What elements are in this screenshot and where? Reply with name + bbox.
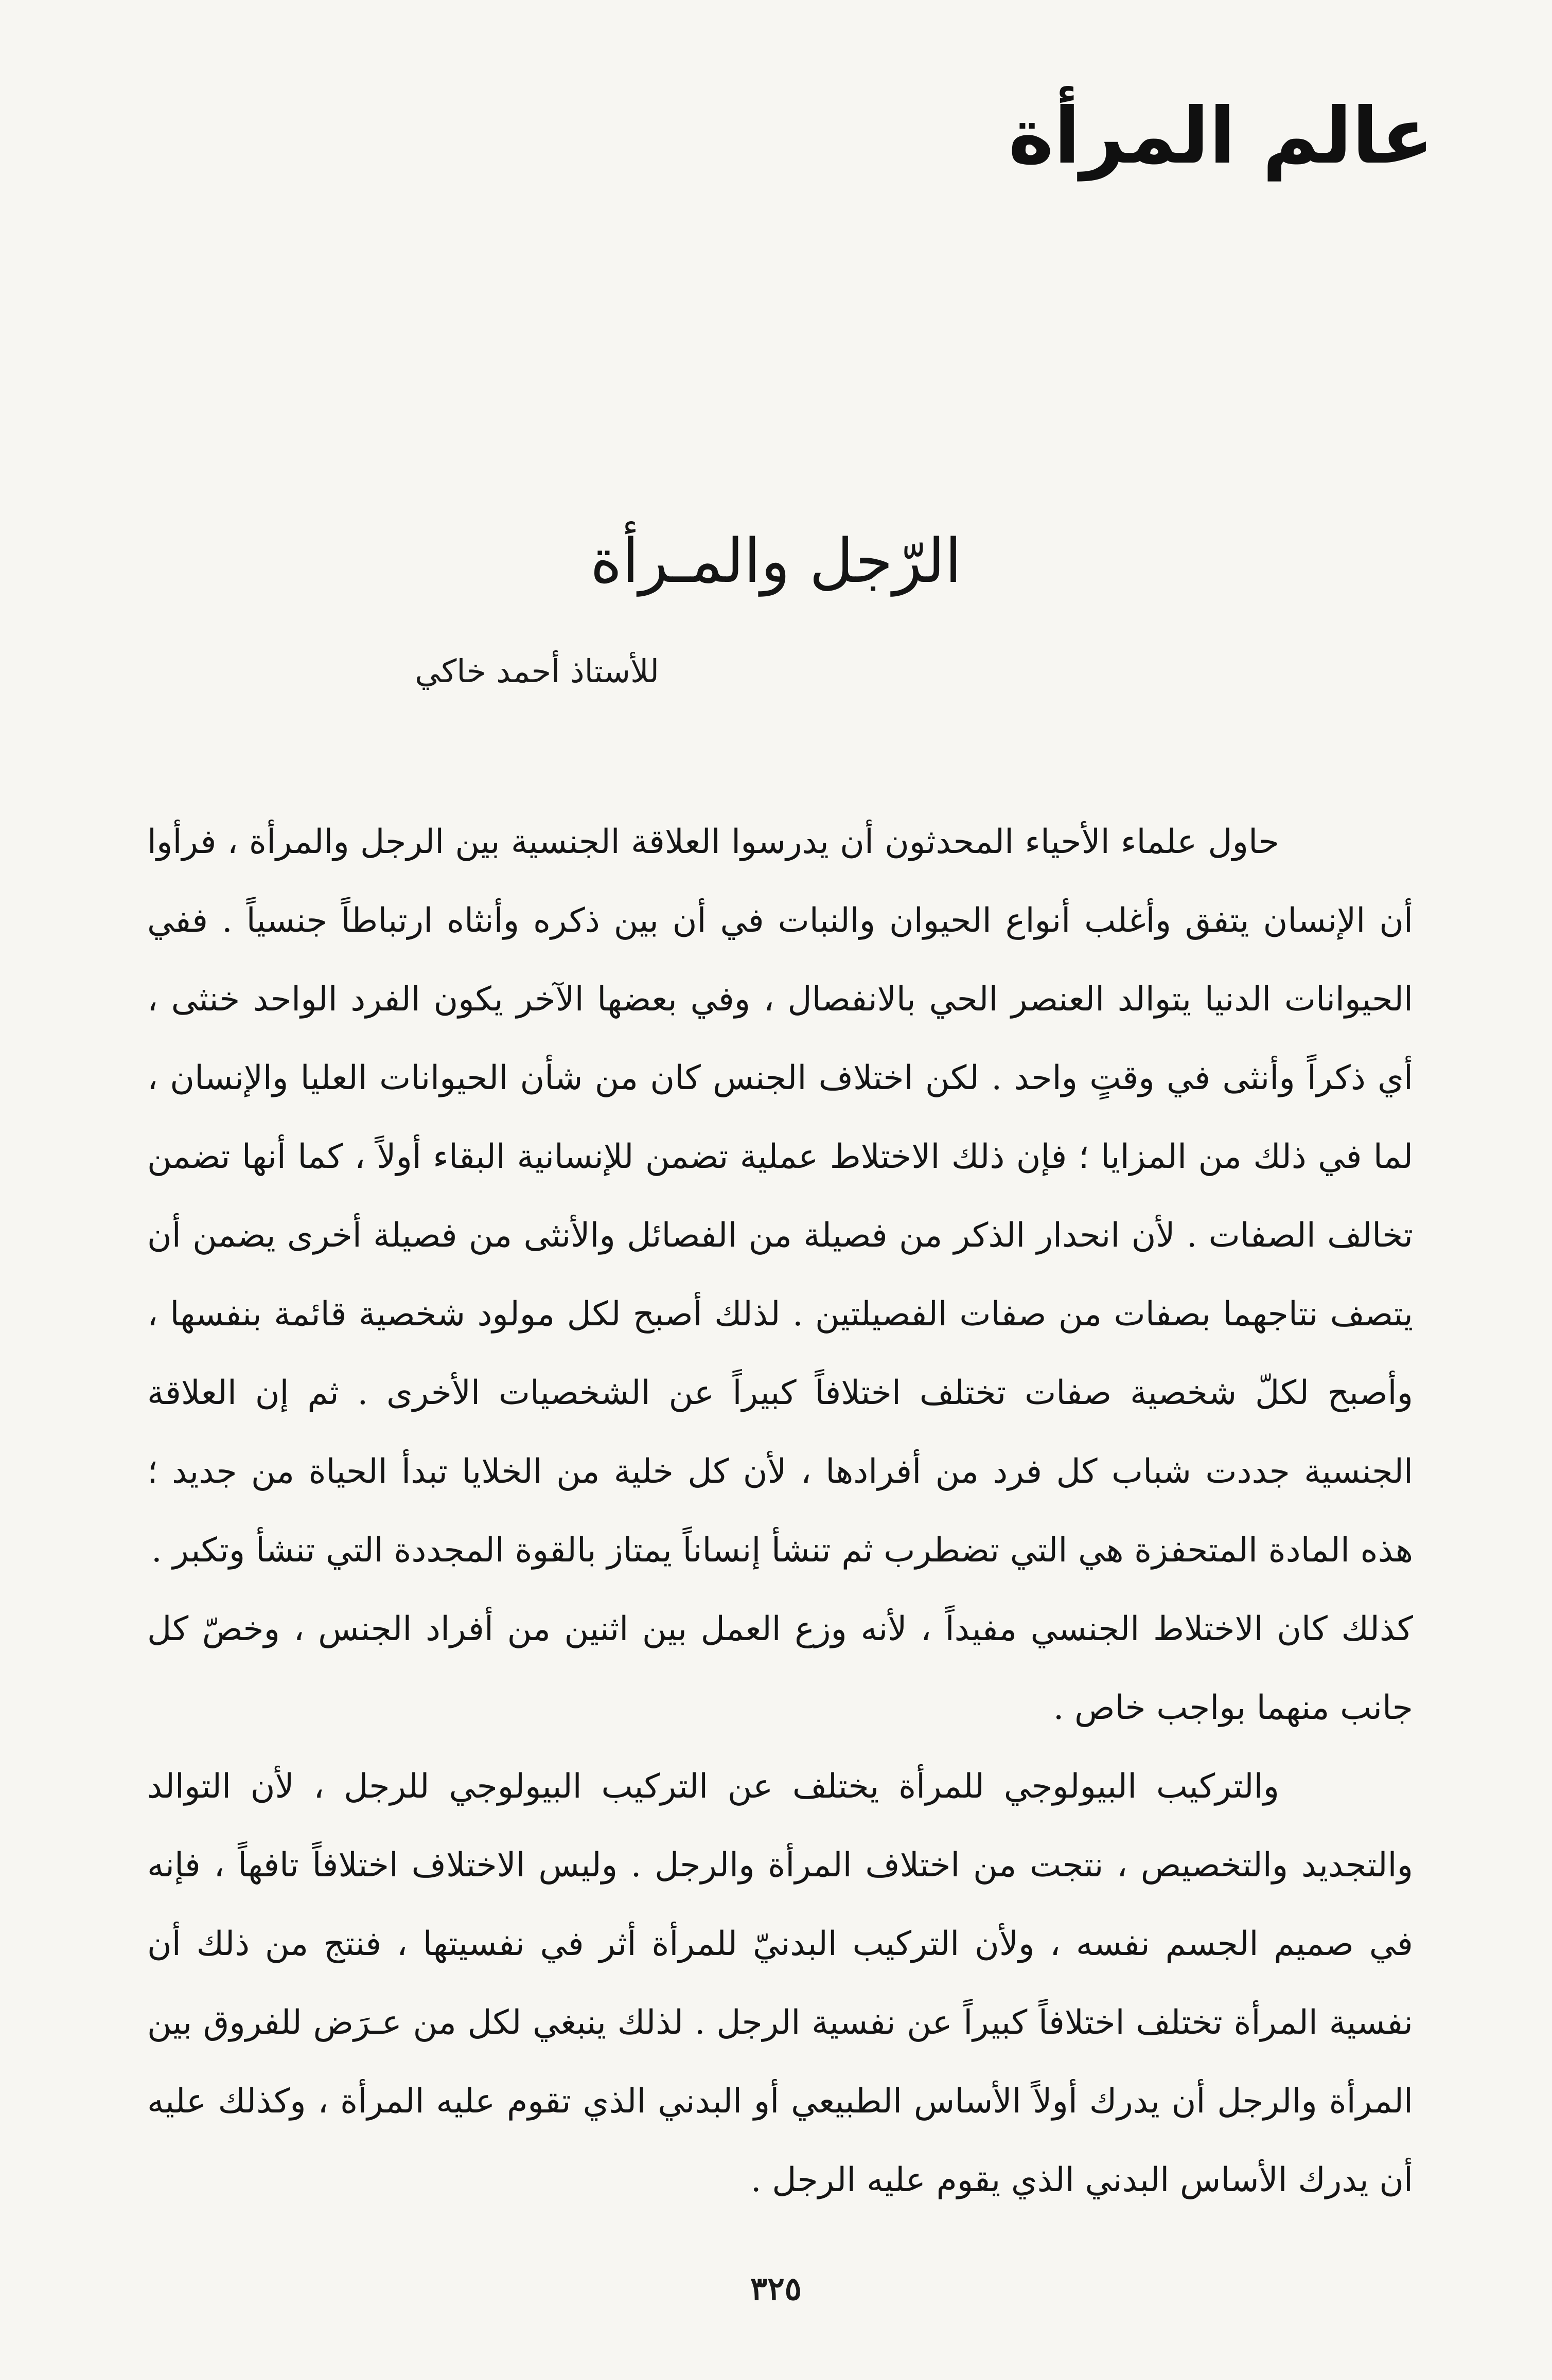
- page-number: ٣٢٥: [750, 2270, 802, 2307]
- paragraph: كذلك كان الاختلاط الجنسي مفيداً ، لأنه وزع العمل بين اثنين من أفراد الجنس ، وخصّ كل جانب منهما بواجب خاص .: [147, 1610, 1413, 1727]
- section-heading: عالم المرأة: [1008, 92, 1434, 181]
- paragraph: والتركيب البيولوجي للمرأة يختلف عن التركيب البيولوجي للرجل ، لأن التوالد والتجديد والتخصيص ، نتجت من اختلاف المرأة والرجل . وليس الاختلاف اختلافاً تافهاً ، فإنه في صميم الجسم نفسه ، ولأن التركيب البدنيّ للمرأة أثر في نفسيتها ، فنتج من ذلك أن نفسية المرأة تختلف اختلافاً كبيراً عن نفسية الرجل . لذلك ينبغي لكل من عـرَض للفروق بين المرأة والرجل أن يدرك أولاً الأساس الطبيعي أو البدني الذي تقوم عليه المرأة ، وكذلك عليه أن يدرك الأساس البدني الذي يقوم عليه الرجل .: [147, 1767, 1413, 2199]
- article-title: الرّجل والمـرأة: [590, 525, 962, 596]
- article-body: [147, 803, 1413, 2219]
- paragraph: حاول علماء الأحياء المحدثون أن يدرسوا العلاقة الجنسية بين الرجل والمرأة ، فرأوا أن الإنسان يتفق وأغلب أنواع الحيوان والنبات في أن بين ذكره وأنثاه ارتباطاً جنسياً . ففي الحيوانات الدنيا يتوالد العنصر الحي بالانفصال ، وفي بعضها الآخر يكون الفرد الواحد خنثى ، أي ذكراً وأنثى في وقتٍ واحد . لكن اختلاف الجنس كان من شأن الحيوانات العليا والإنسان ، لما في ذلك من المزايا ؛ فإن ذلك الاختلاط عملية تضمن للإنسانية البقاء أولاً ، كما أنها تضمن تخالف الصفات . لأن انحدار الذكر من فصيلة من الفصائل والأنثى من فصيلة أخرى يضمن أن يتصف نتاجهما بصفات من صفات الفصيلتين . لذلك أصبح لكل مولود شخصية قائمة بنفسها ، وأصبح لكلّ شخصية صفات تختلف اختلافاً كبيراً عن الشخصيات الأخرى . ثم إن العلاقة الجنسية جددت شباب كل فرد من أفرادها ، لأن كل خلية من الخلايا تبدأ الحياة من جديد ؛ هذه المادة المتحفزة هي التي تضطرب ثم تنشأ إنساناً يمتاز بالقوة المجددة التي تنشأ وتكبر .: [147, 823, 1413, 1570]
- author-byline: للأستاذ أحمد خاكي: [415, 652, 659, 690]
